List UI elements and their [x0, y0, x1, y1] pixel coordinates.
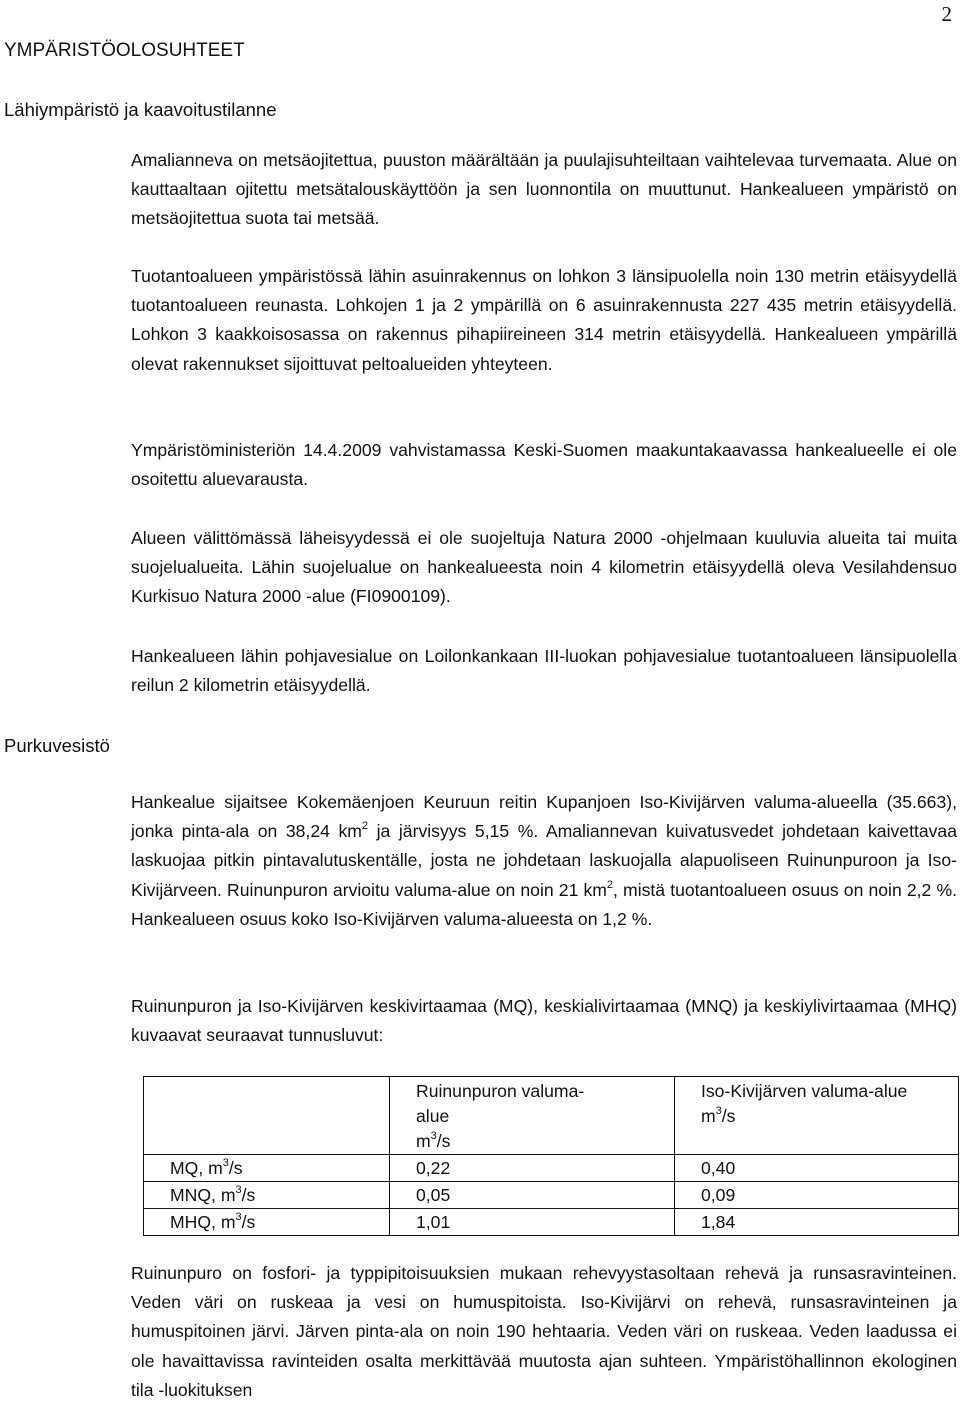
row-value-ruinunpuro: 0,22 — [390, 1155, 675, 1182]
subsection-heading-surroundings: Lähiympäristö ja kaavoitustilanne — [4, 99, 277, 120]
catchment-text-part-1: Hankealue sijaitsee Kokemäenjoen Keuruun reitin Kupanjoen Iso-Kivijärven valuma-alueella (35.663), jonka pinta-ala on 38,24 km — [131, 792, 957, 842]
table-row — [144, 1155, 959, 1182]
table-header-row — [144, 1077, 959, 1155]
catchment-text-part-3: , mistä tuotantoalueen osuus on noin 2,2 %. Hankealueen osuus koko Iso-Kivijärven valuma-alueesta on 1,2 %. — [131, 879, 957, 929]
paragraph-regional-plan: Ympäristöministeriön 14.4.2009 vahvistamassa Keski-Suomen maakuntakaavassa hankealueelle ei ole osoitettu aluevarausta. — [131, 440, 957, 490]
table-header-iso-kivijarvi — [675, 1077, 959, 1155]
catchment-text-part-2: ja järvisyys 5,15 %. Amaliannevan kuivatusvedet johdetaan kaivettavaa laskuojaa pitkin pintavalutuskentälle, josta ne johdetaan laskuojalla alapuoliseen Ruinunpuroon ja Iso-Kivijärveen. Ruinunpuron arvioitu valuma-alue on noin 21 km — [131, 821, 957, 900]
paragraph-land-description: Amalianneva on metsäojitettua, puuston määrältään ja puulajisuhteiltaan vaihtelevaa turvemaata. Alue on kauttaaltaan ojitettu metsätalouskäyttöön ja sen luonnontila on muuttunut. Hankealueen ympäristö on metsäojitettua suota tai metsää. — [131, 150, 957, 229]
paragraph-catchment-area — [131, 788, 957, 934]
section-heading: YMPÄRISTÖOLOSUHTEET — [4, 40, 245, 61]
paragraph-nearby-buildings: Tuotantoalueen ympäristössä lähin asuinrakennus on lohkon 3 länsipuolella noin 130 metrin etäisyydellä tuotantoalueen reunasta. Lohkojen 1 ja 2 ympärillä on 6 asuinrakennusta 227 435 metrin etäisyydellä. Lohkon 3 kaakkoisosassa on rakennus pihapiireineen 314 metrin etäisyydellä. Hankealueen ympärillä olevat rakennukset sijoittuvat peltoalueiden yhteyteen. — [131, 266, 957, 374]
header-line: Iso-Kivijärven valuma-alue — [701, 1081, 908, 1101]
header-unit: $m^3/s$ — [701, 1105, 736, 1126]
paragraph-flow-intro: Ruinunpuron ja Iso-Kivijärven keskivirtaamaa (MQ), keskialivirtaamaa (MNQ) ja keskiylivirtaamaa (MHQ) kuvaavat seuraavat tunnusluvut: — [131, 996, 957, 1046]
table-row — [144, 1182, 959, 1209]
row-value-iso-kivijarvi: 0,40 — [675, 1155, 959, 1182]
row-label: MNQ, $m^3/s$ — [144, 1182, 390, 1209]
header-unit: $m^3/s$ — [416, 1130, 451, 1151]
row-label: MHQ, $m^3/s$ — [144, 1209, 390, 1236]
page-number: 2 — [941, 2, 952, 26]
row-value-ruinunpuro: 0,05 — [390, 1182, 675, 1209]
header-line: Ruinunpuron valuma- — [416, 1081, 585, 1101]
row-label: MQ, $m^3/s$ — [144, 1155, 390, 1182]
table-header-empty-cell — [144, 1077, 390, 1155]
paragraph-natura-areas: Alueen välittömässä läheisyydessä ei ole suojeltuja Natura 2000 -ohjelmaan kuuluvia alueita tai muita suojelualueita. Lähin suojelualue on hankealueesta noin 4 kilometrin etäisyydellä oleva Vesilahdensuo Kurkisuo Natura 2000 -alue (FI0900109). — [131, 528, 957, 607]
superscript-two: 2 — [606, 878, 614, 891]
row-value-iso-kivijarvi: 1,84 — [675, 1209, 959, 1236]
header-line: alue — [416, 1106, 450, 1126]
paragraph-groundwater: Hankealueen lähin pohjavesialue on Loilonkankaan III-luokan pohjavesialue tuotantoalueen länsipuolella reilun 2 kilometrin etäisyydellä. — [131, 646, 957, 696]
subsection-heading-recipient-water: Purkuvesistö — [4, 735, 110, 756]
superscript-two: 2 — [361, 820, 369, 833]
table-header-ruinunpuro — [390, 1077, 675, 1155]
paragraph-water-quality: Ruinunpuro on fosfori- ja typpipitoisuuksien mukaan rehevyystasoltaan rehevä ja runsasravinteinen. Veden väri on ruskeaa ja vesi on humuspitoista. Iso-Kivijärvi on rehevä, runsasravinteinen ja humuspitoinen järvi. Järven pinta-ala on noin 190 hehtaaria. Veden väri on ruskeaa. Veden laadussa ei ole havaittavissa ravinteiden osalta merkittävää muutosta ajan suhteen. Ympäristöhallinnon ekologinen tila -luokituksen — [131, 1263, 957, 1400]
table-row — [144, 1209, 959, 1236]
row-value-iso-kivijarvi: 0,09 — [675, 1182, 959, 1209]
flow-rate-table — [143, 1076, 959, 1236]
row-value-ruinunpuro: 1,01 — [390, 1209, 675, 1236]
